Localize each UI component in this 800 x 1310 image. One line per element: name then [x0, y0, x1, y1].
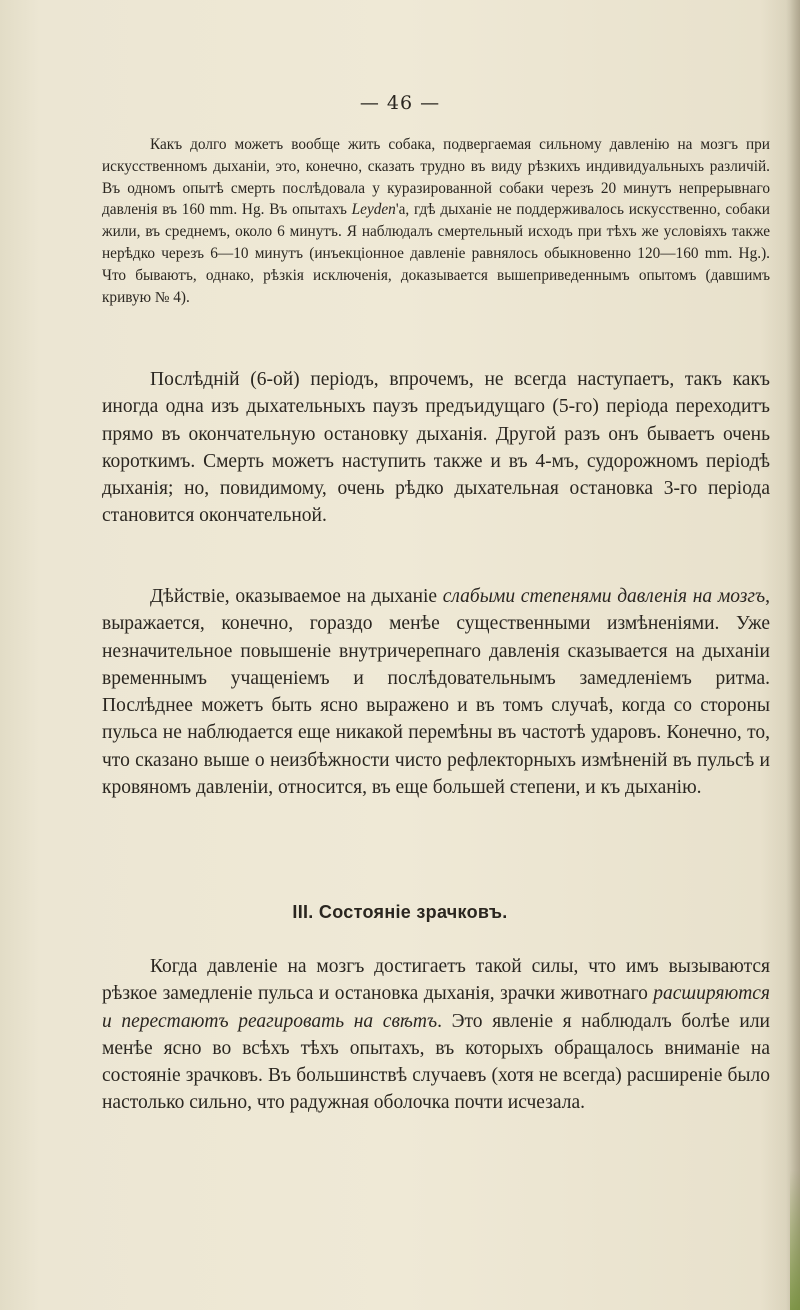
paragraph-3-text-2: . Это явленіе я наблюдалъ болѣе или менѣе ясно во всѣхъ тѣхъ опытахъ, въ которыхъ обращалось вниманіе на состояніе зрачковъ. Въ большинствѣ случаевъ (хотя не всегда) расширеніе было настолько сильно, что радужная оболочка почти исчезала. — [102, 1010, 770, 1114]
paragraph-weak-pressure — [102, 583, 770, 801]
paragraph-2-text-2: , выражается, конечно, гораздо менѣе существенными измѣненіями. Уже незначительное повышеніе внутричерепнаго давленія сказывается на дыханіи временнымъ учащеніемъ и послѣдовательнымъ замедленіемъ ритма. Послѣднее можетъ быть ясно выражено и въ томъ случаѣ, когда со стороны пульса не наблюдается еще никакой перемѣны въ частотѣ ударовъ. Конечно, то, что сказано выше о неизбѣжности чисто рефлекторныхъ измѣненій въ пульсѣ и кровяномъ давленіи, относится, въ еще большей степени, и къ дыханію. — [102, 586, 770, 799]
paragraph-small-text-1: Какъ долго можетъ вообще жить собака, подвергаемая сильному давленію на мозгъ при искусственномъ дыханіи, это, конечно, сказать трудно въ виду рѣзкихъ индивидуальныхъ различій. Въ одномъ опытѣ смерть послѣдовала у куразированной собаки черезъ 20 минутъ непрерывнаго давленія въ 160 mm. Hg. Въ опытахъ — [102, 136, 770, 219]
paragraph-2-italic: слабыми степенями давленія на мозгъ — [442, 586, 766, 607]
paragraph-pupils — [102, 953, 770, 1117]
paragraph-final-period: Послѣдній (6-ой) періодъ, впрочемъ, не всегда наступаетъ, такъ какъ иногда одна изъ дыхательныхъ паузъ предъидущаго (5-го) періода переходитъ прямо въ окончательную остановку дыханія. Другой разъ онъ бываетъ очень короткимъ. Смерть можетъ наступить также и въ 4-мъ, судорожномъ періодѣ дыханія; но, повидимому, очень рѣдко дыхательная остановка 3-го періода становится окончательной. — [102, 369, 770, 527]
paragraph-small-text-2: 'а, гдѣ дыханіе не поддерживалось искусственно, собаки жили, въ среднемъ, около 6 минутъ. Я наблюдалъ смертельный исходъ при тѣхъ же условіяхъ также нерѣдко черезъ 6—10 минутъ (инъекціонное давленіе равнялось обыкновенно 120—160 mm. Hg.). Что бываютъ, однако, рѣзкія исключенія, доказывается вышеприведеннымъ опытомъ (давшимъ кривую № 4). — [102, 201, 770, 306]
paragraph-small-print — [102, 134, 770, 308]
paragraph-3-italic: расширяются и перестаютъ реагировать на свѣтъ — [102, 983, 770, 1032]
section-heading: III. Состояніе зрачковъ. — [292, 902, 508, 922]
author-name: Leyden — [351, 201, 396, 219]
page-edge-shadow — [786, 0, 800, 1310]
paragraph-3-text-1: Когда давленіе на мозгъ достигаетъ такой силы, что имъ вызываются рѣзкое замедленіе пульса и остановка дыханія, зрачки животнаго — [102, 956, 770, 1005]
paragraph-2-text-1: Дѣйствіе, оказываемое на дыханіе — [150, 586, 443, 607]
page-edge-stain — [790, 1170, 800, 1310]
page-number: — 46 — — [359, 92, 441, 114]
